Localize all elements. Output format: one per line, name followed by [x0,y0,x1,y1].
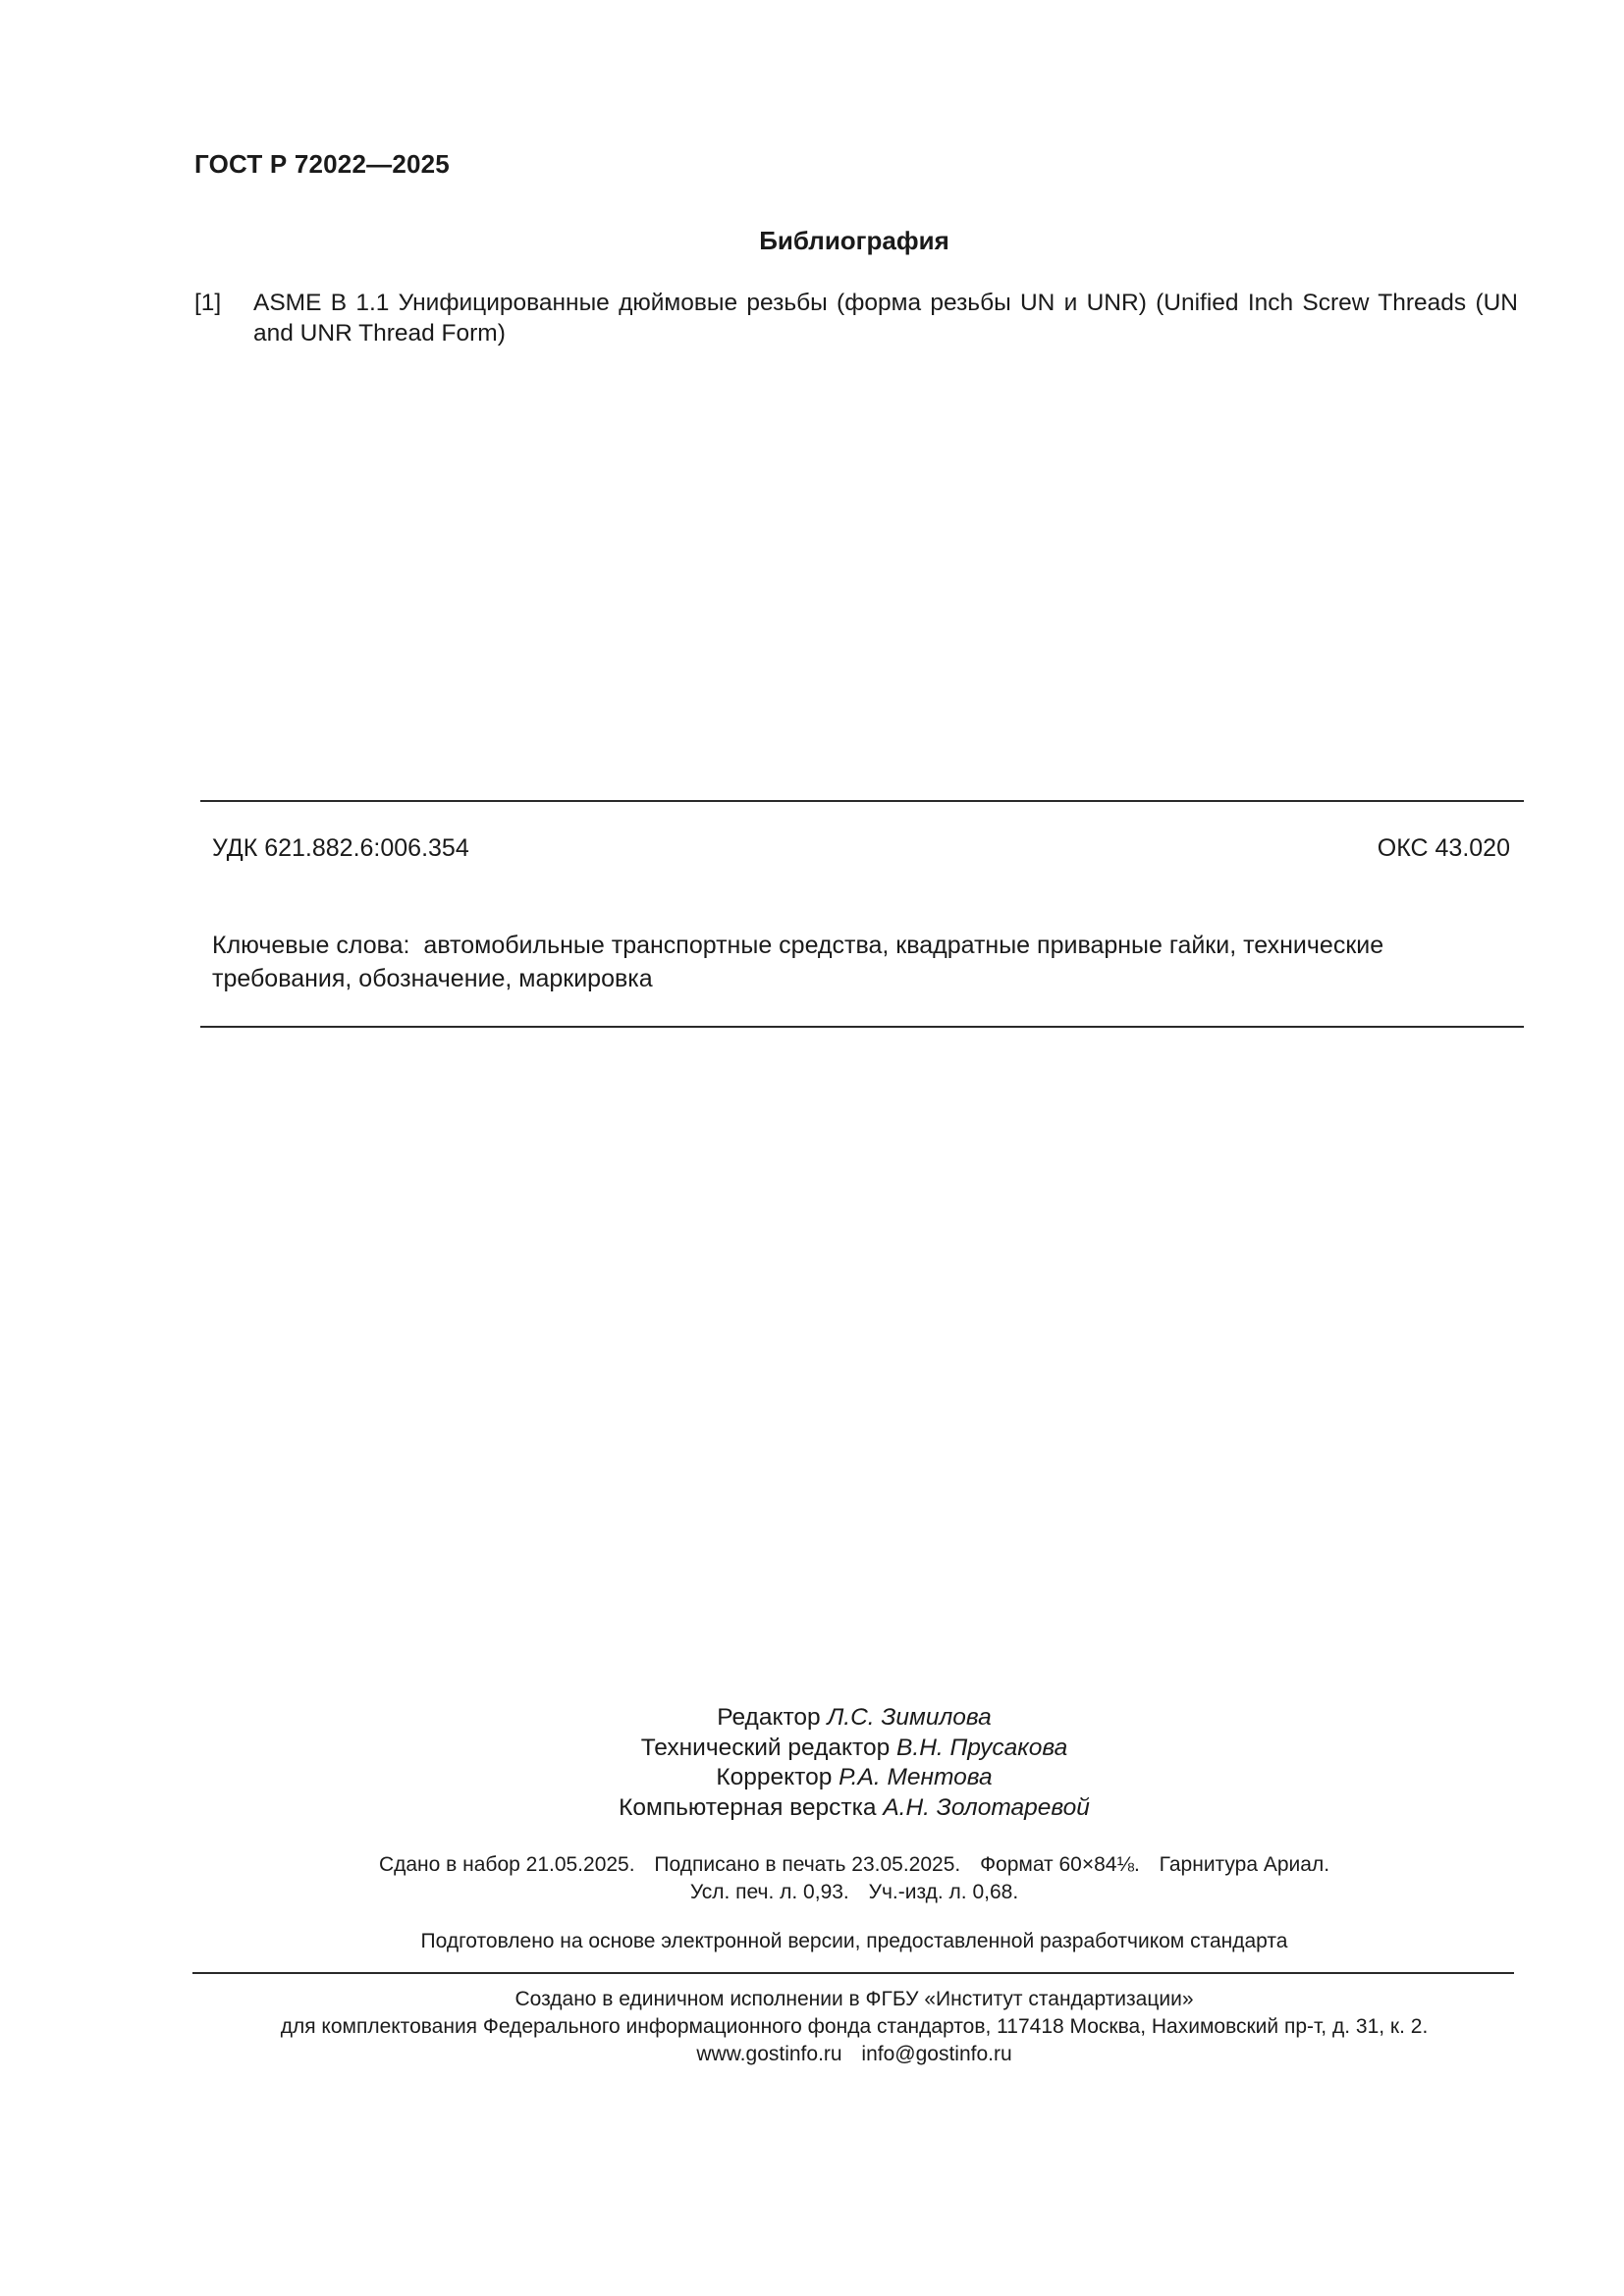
credit-name: В.Н. Прусакова [896,1734,1068,1761]
bibliography-title: Библиография [759,226,949,255]
print-info-line-1 [0,1851,1624,1879]
divider-footer [192,1972,1514,1974]
credit-role: Корректор [716,1764,833,1790]
typeface: Гарнитура Ариал. [1159,1853,1330,1876]
keywords-block [212,929,1514,995]
signed-date: Подписано в печать 23.05.2025. [654,1853,961,1876]
credit-layout [0,1793,1624,1824]
udk-code: УДК 621.882.6:006.354 [212,834,469,862]
print-info [0,1851,1624,1906]
credit-name: Л.С. Зимилова [827,1704,992,1731]
credit-editor [0,1703,1624,1734]
publisher-footer [0,1986,1624,2068]
divider-top [200,800,1524,802]
bibliography-entry-text: ASME B 1.1 Унифицированные дюймовые резьбы (форма резьбы UN и UNR) (Unified Inch Screw Threads (UN and UNR Thread Form) [253,290,1518,347]
publisher-sheets: Уч.-изд. л. 0,68. [868,1881,1019,1903]
oks-code: ОКС 43.020 [1377,834,1510,862]
keywords-label: Ключевые слова: [212,932,410,959]
credit-name: Р.А. Ментова [839,1764,993,1790]
print-info-line-2 [0,1879,1624,1906]
credit-tech-editor [0,1734,1624,1764]
email-link[interactable]: info@gostinfo.ru [861,2043,1012,2065]
submitted-date: Сдано в набор 21.05.2025. [378,1853,635,1876]
credit-role: Технический редактор [640,1734,891,1761]
print-sheets: Усл. печ. л. 0,93. [689,1881,849,1903]
credit-name: А.Н. Золотаревой [883,1793,1090,1821]
footer-line-2: для комплектования Федерального информационного фонда стандартов, 117418 Москва, Нахимовский пр-т, д. 31, к. 2. [280,2015,1429,2038]
footer-line-1: Создано в единичном исполнении в ФГБУ «Институт стандартизации» [514,1988,1194,2010]
credit-role: Редактор [717,1704,821,1731]
footer-contacts [0,2041,1624,2068]
paper-format: Формат 60×84⅛. [980,1853,1140,1876]
divider-bottom [200,1026,1524,1028]
credit-proofreader [0,1763,1624,1793]
document-id: ГОСТ Р 72022—2025 [194,149,450,179]
credit-role: Компьютерная верстка [619,1793,877,1821]
website-link[interactable]: www.gostinfo.ru [696,2043,842,2065]
credits-block [0,1703,1624,1823]
keywords-text: автомобильные транспортные средства, квадратные приварные гайки, технические требования, обозначение, маркировка [212,932,1384,992]
bibliography-entry-number: [1] [194,290,222,316]
bibliography-entry [194,288,1518,348]
prepared-note: Подготовлено на основе электронной версии, предоставленной разработчиком стандарта [420,1930,1288,1952]
